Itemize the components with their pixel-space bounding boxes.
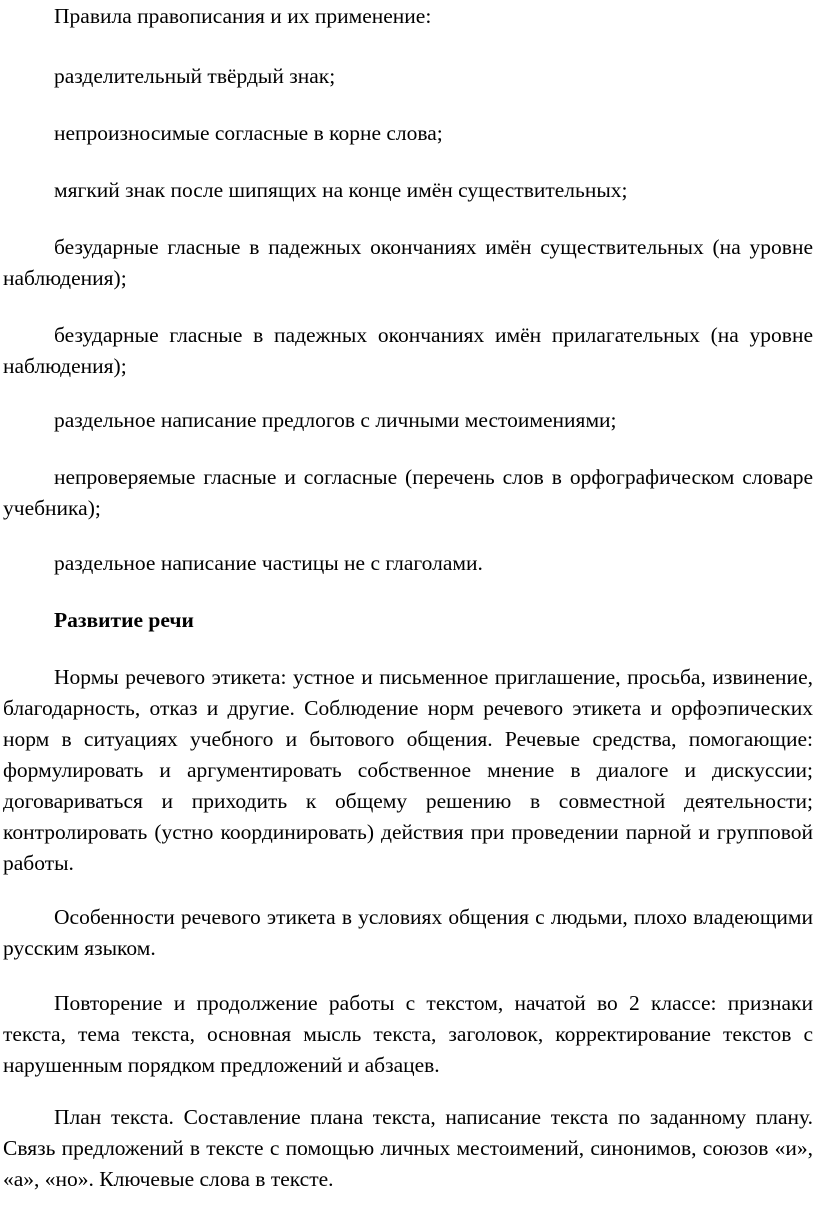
rule-item: непроверяемые гласные и согласные (перечень слов в орфографическом словаре учебника); <box>3 465 813 520</box>
section-heading: Развитие речи <box>54 608 194 632</box>
body-paragraph: Повторение и продолжение работы с текстом, начатой во 2 классе: признаки текста, тема текста, основная мысль текста, заголовок, корректирование текстов с нарушенным порядком предложений и абзацев. <box>3 991 813 1077</box>
rule-item: мягкий знак после шипящих на конце имён существительных; <box>54 178 628 202</box>
rule-item: раздельное написание частицы не с глаголами. <box>54 551 483 575</box>
rule-item: безударные гласные в падежных окончаниях имён прилагательных (на уровне наблюдения); <box>3 323 813 378</box>
rule-item: раздельное написание предлогов с личными местоимениями; <box>54 408 617 432</box>
rule-item: безударные гласные в падежных окончаниях имён существительных (на уровне наблюдения); <box>3 235 813 290</box>
body-paragraph: Особенности речевого этикета в условиях общения с людьми, плохо владеющими русским языком. <box>3 905 813 960</box>
rule-item: непроизносимые согласные в корне слова; <box>54 121 443 145</box>
rule-item: разделительный твёрдый знак; <box>54 64 336 88</box>
rules-intro: Правила правописания и их применение: <box>54 4 432 28</box>
body-paragraph: План текста. Составление плана текста, написание текста по заданному плану. Связь предложений в тексте с помощью личных местоимений, синонимов, союзов «и», «а», «но». Ключевые слова в тексте. <box>3 1105 813 1191</box>
body-paragraph: Нормы речевого этикета: устное и письменное приглашение, просьба, извинение, благодарность, отказ и другие. Соблюдение норм речевого этикета и орфоэпических норм в ситуациях учебного и бытового общения. Речевые средства, помогающие: формулировать и аргументировать собственное мнение в диалоге и дискуссии; договариваться и приходить к общему решению в совместной деятельности; контролировать (устно координировать) действия при проведении парной и групповой работы. <box>3 665 813 875</box>
